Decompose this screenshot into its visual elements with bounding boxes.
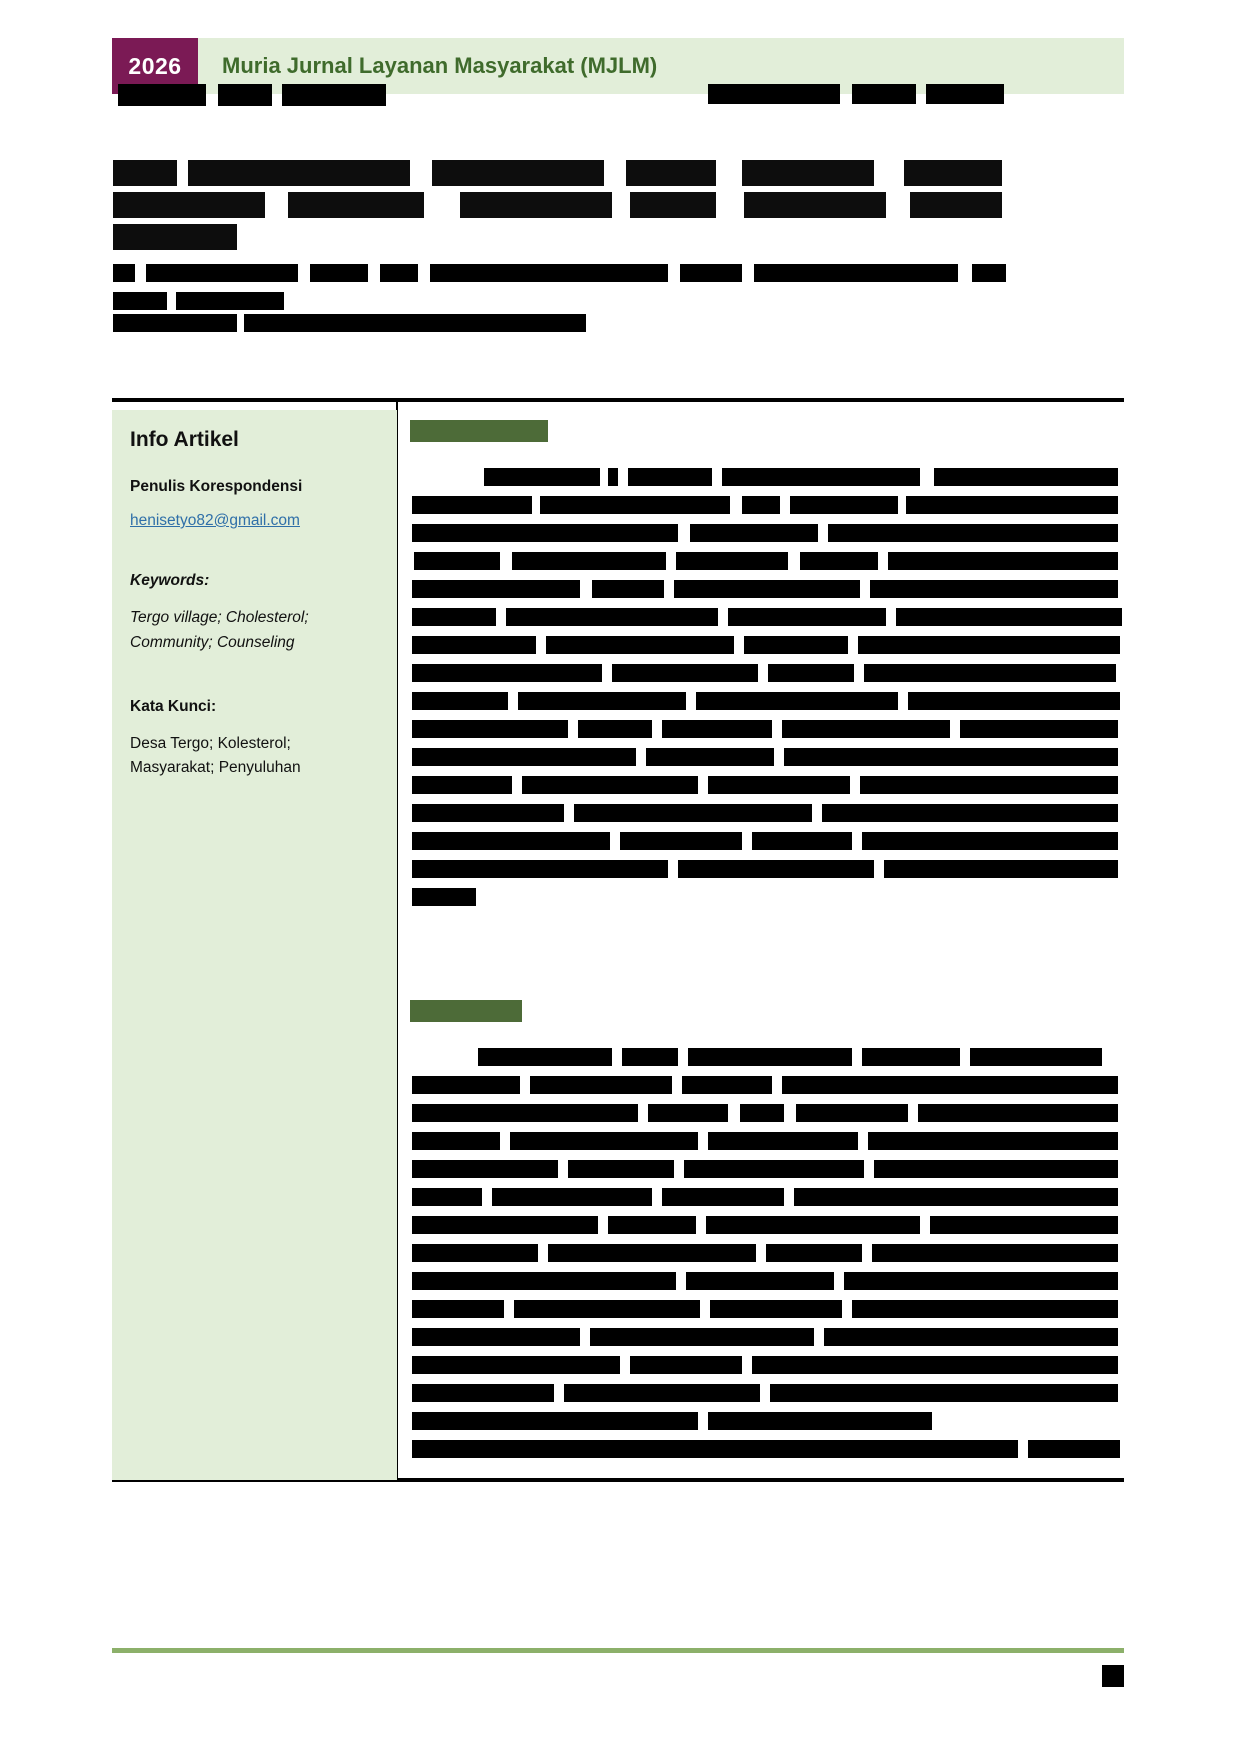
corresponding-author-label: Penulis Korespondensi: [130, 478, 303, 495]
keywords-en: Tergo village; Cholesterol; Community; Counseling: [130, 609, 309, 651]
abstract-heading-redacted: [410, 420, 548, 442]
corresponding-author-email-link[interactable]: henisetyo82@gmail.com: [130, 512, 300, 529]
content-top-rule: [112, 398, 1124, 402]
page-number-redacted: [1102, 1665, 1124, 1687]
keywords-id: Desa Tergo; Kolesterol; Masyarakat; Penyuluhan: [130, 734, 301, 777]
keywords-label-id: Kata Kunci:: [130, 697, 217, 715]
journal-title: Muria Jurnal Layanan Masyarakat (MJLM): [222, 53, 658, 78]
footer-rule: [112, 1648, 1124, 1653]
article-info-panel: [112, 410, 397, 1480]
info-panel-heading: Info Artikel: [130, 428, 239, 451]
year-badge: 2026: [112, 38, 198, 94]
keywords-label-en: Keywords:: [130, 572, 210, 589]
abstrak-heading-redacted: [410, 1000, 522, 1022]
